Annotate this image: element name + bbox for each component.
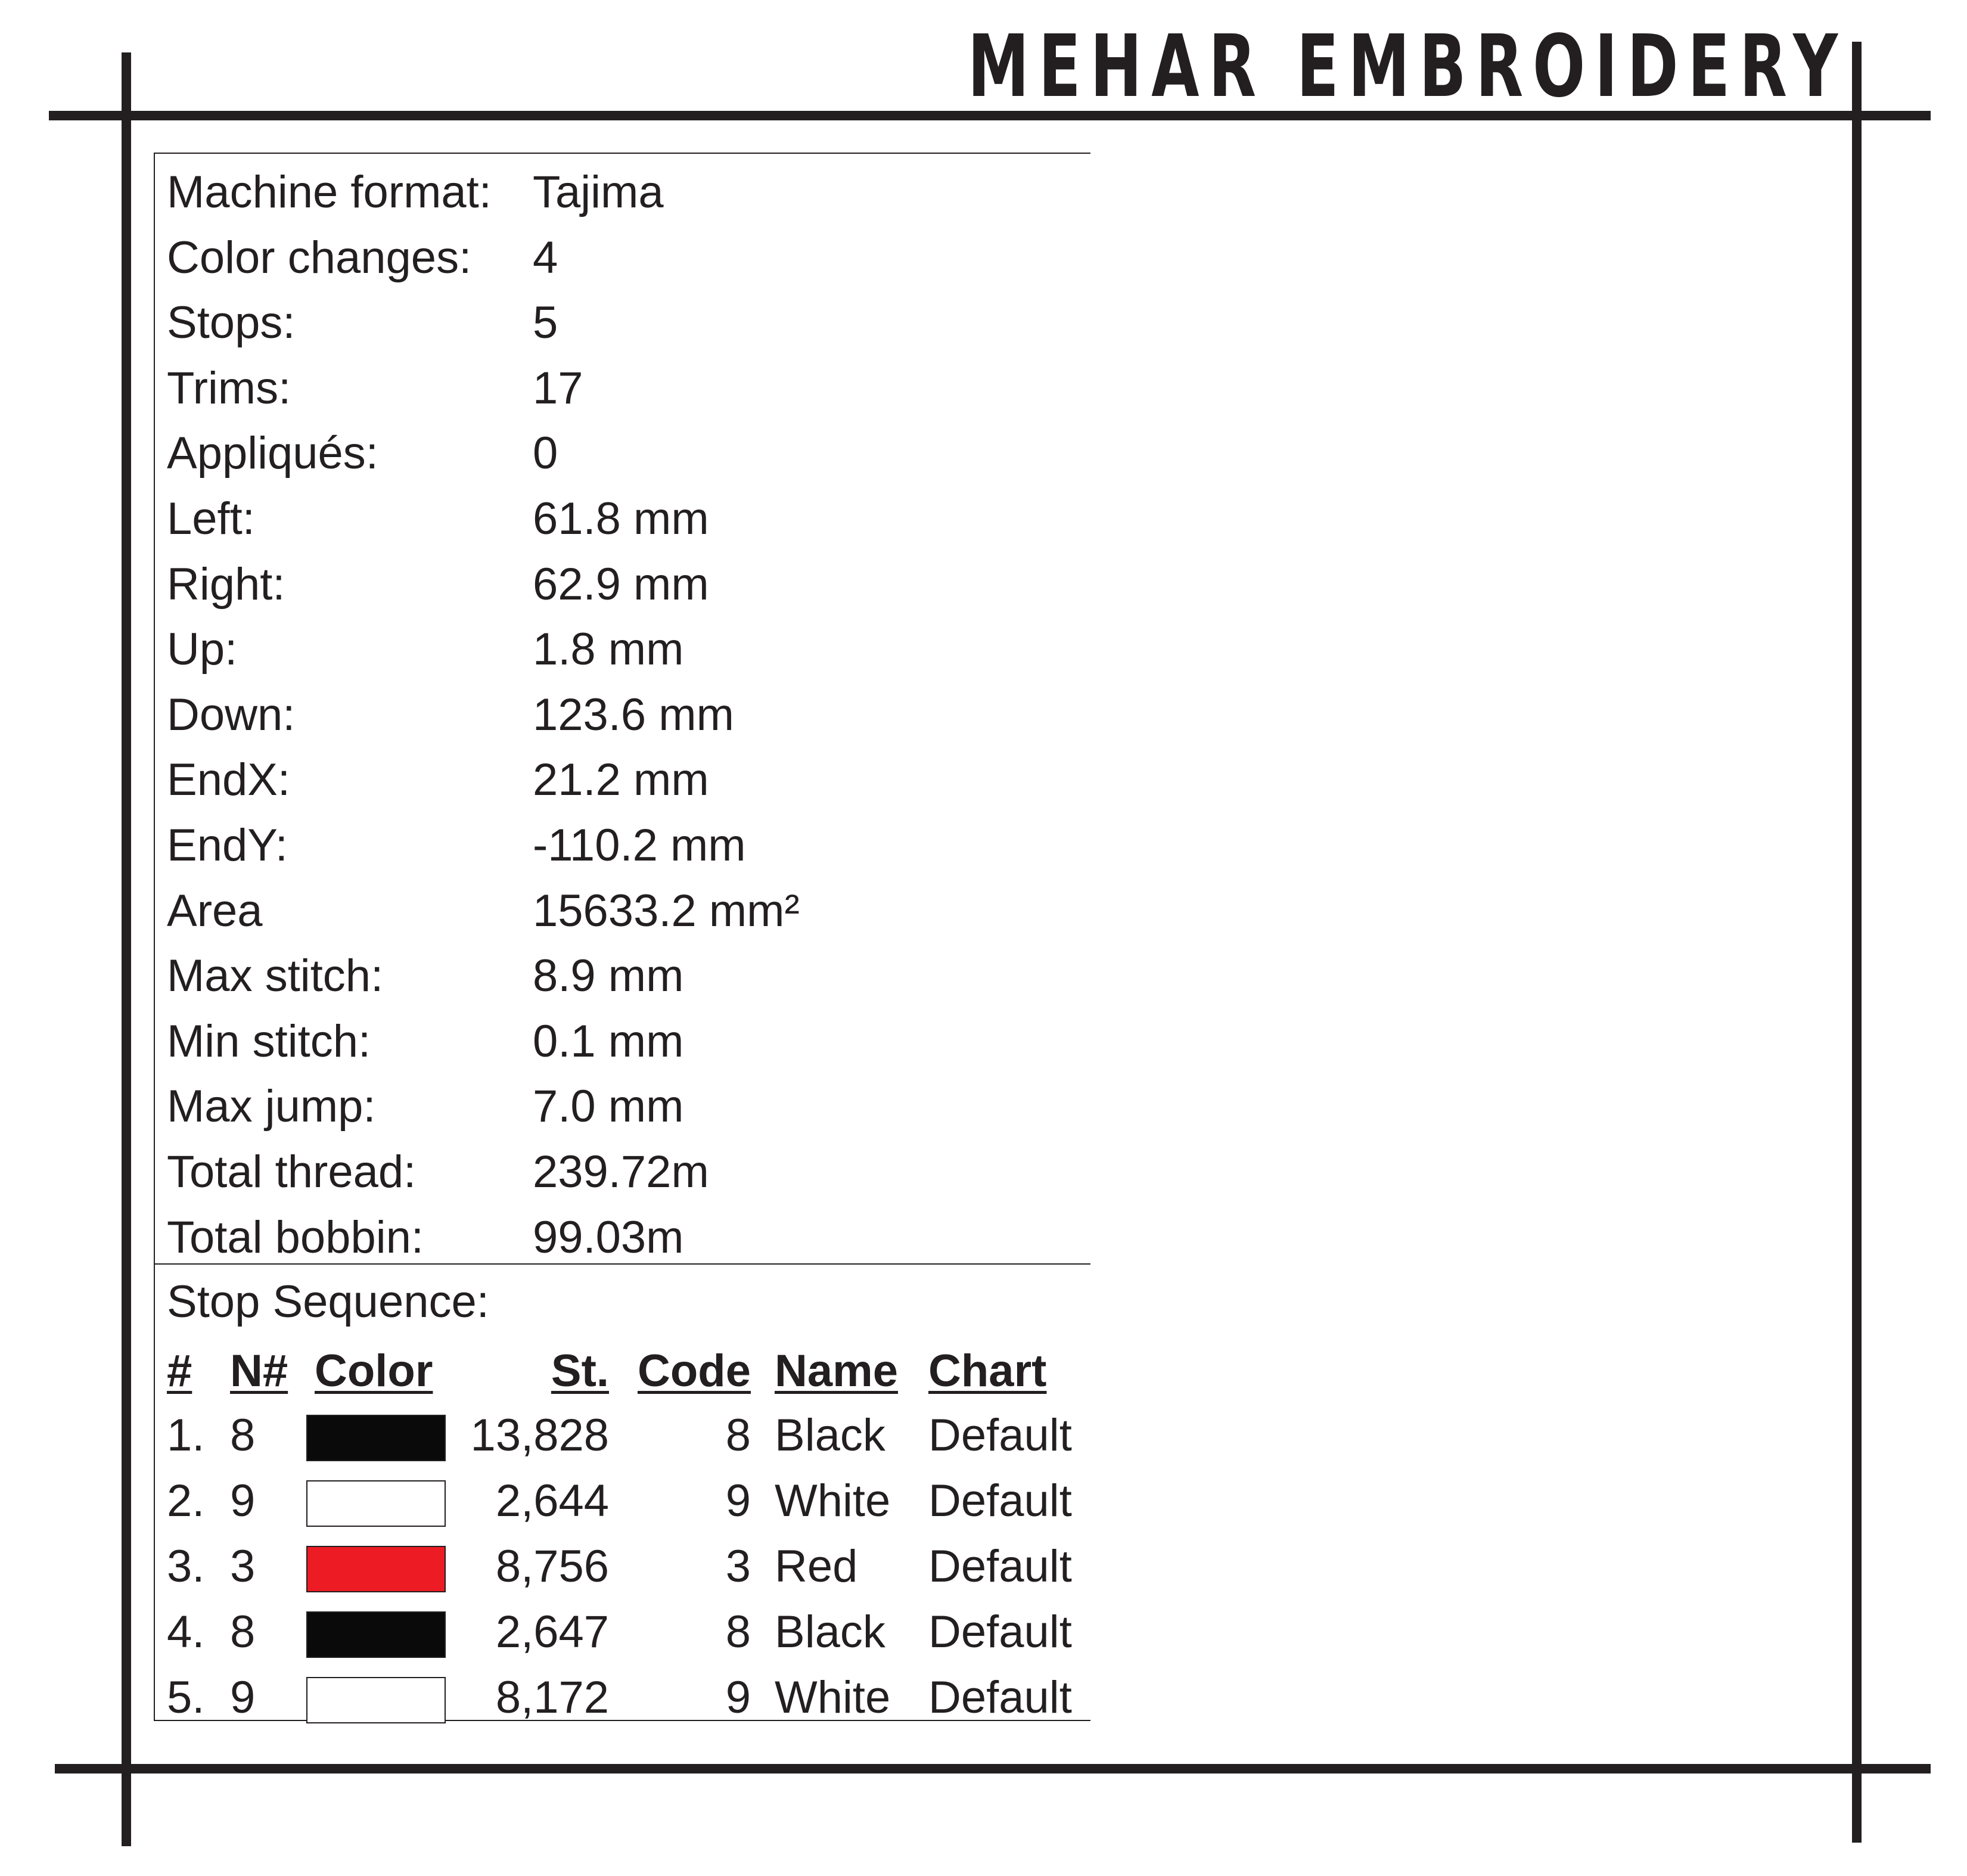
property-label: Down: [167, 689, 296, 740]
property-value: 123.6 mm [533, 689, 734, 740]
property-label: Left: [167, 493, 255, 544]
property-label: Area [167, 885, 263, 936]
stitch-count: 8,172 [495, 1672, 609, 1723]
frame-line-left [122, 52, 131, 1846]
stop-sequence-row [155, 1403, 1092, 1468]
stop-number: 1. [167, 1410, 205, 1461]
color-swatch [306, 1480, 446, 1527]
needle-number: 8 [230, 1410, 256, 1461]
color-swatch [306, 1546, 446, 1592]
property-label: Trims: [167, 362, 291, 414]
stop-number: 4. [167, 1607, 205, 1657]
stitch-count: 2,644 [495, 1476, 609, 1526]
property-label: Total bobbin: [167, 1212, 424, 1263]
stop-number: 5. [167, 1672, 205, 1723]
frame-line-bottom [55, 1764, 1931, 1773]
property-value: 239.72m [533, 1147, 709, 1197]
property-value: 7.0 mm [533, 1081, 684, 1132]
property-label: Min stitch: [167, 1015, 371, 1067]
property-value: 1.8 mm [533, 624, 684, 675]
stop-number: 3. [167, 1541, 205, 1592]
header-stitches: St. [551, 1346, 609, 1396]
property-value: 21.2 mm [533, 754, 709, 806]
color-name: White [775, 1476, 891, 1526]
property-label: Up: [167, 624, 238, 675]
property-value: 4 [533, 232, 558, 283]
stop-sequence-row [155, 1665, 1092, 1731]
color-swatch [306, 1611, 446, 1658]
property-value: 8.9 mm [533, 951, 684, 1002]
header-code: Code [638, 1346, 751, 1396]
stop-sequence-row [155, 1468, 1092, 1534]
header-chart: Chart [928, 1346, 1047, 1396]
property-label: Stops: [167, 297, 296, 349]
stitch-count: 13,828 [470, 1410, 609, 1461]
frame-line-right [1852, 42, 1862, 1843]
header-color: Color [315, 1346, 433, 1396]
property-label: Max stitch: [167, 951, 384, 1002]
property-value: 15633.2 mm² [533, 885, 800, 936]
property-label: Appliqués: [167, 428, 378, 479]
color-name: White [775, 1672, 891, 1723]
color-chart: Default [928, 1410, 1072, 1461]
color-chart: Default [928, 1541, 1072, 1592]
color-code: 9 [725, 1672, 751, 1723]
color-code: 9 [725, 1476, 751, 1526]
property-label: Total thread: [167, 1147, 417, 1197]
property-label: EndX: [167, 754, 291, 806]
color-code: 3 [725, 1541, 751, 1592]
needle-number: 8 [230, 1607, 256, 1657]
color-chart: Default [928, 1476, 1072, 1526]
stop-sequence-row [155, 1534, 1092, 1599]
property-label: Right: [167, 558, 285, 610]
property-label: EndY: [167, 820, 288, 871]
design-info-panel [154, 153, 1090, 1721]
color-swatch [306, 1677, 446, 1723]
property-label: Machine format: [167, 167, 492, 218]
header-needle: N# [230, 1346, 288, 1396]
property-value: 0.1 mm [533, 1015, 684, 1067]
property-label: Max jump: [167, 1081, 376, 1132]
color-code: 8 [725, 1607, 751, 1657]
color-code: 8 [725, 1410, 751, 1461]
needle-number: 9 [230, 1476, 256, 1526]
brand-title: MEHAR EMBROIDERY [967, 16, 1847, 116]
property-value: 61.8 mm [533, 493, 709, 544]
needle-number: 9 [230, 1672, 256, 1723]
color-chart: Default [928, 1672, 1072, 1723]
header-name: Name [775, 1346, 898, 1396]
property-value: 5 [533, 297, 558, 349]
property-value: 17 [533, 362, 583, 414]
property-value: Tajima [533, 167, 664, 218]
color-name: Red [775, 1541, 858, 1592]
stitch-count: 2,647 [495, 1607, 609, 1657]
color-chart: Default [928, 1607, 1072, 1657]
stop-number: 2. [167, 1476, 205, 1526]
color-name: Black [775, 1607, 885, 1657]
property-value: -110.2 mm [533, 820, 746, 871]
stop-sequence-header [155, 1338, 1092, 1404]
needle-number: 3 [230, 1541, 256, 1592]
stop-sequence-title: Stop Sequence: [167, 1276, 489, 1327]
property-label: Color changes: [167, 232, 472, 283]
property-value: 0 [533, 428, 558, 479]
color-name: Black [775, 1410, 885, 1461]
header-num: # [167, 1346, 192, 1396]
stitch-count: 8,756 [495, 1541, 609, 1592]
property-value: 99.03m [533, 1212, 684, 1263]
stop-sequence-row [155, 1599, 1092, 1665]
color-swatch [306, 1415, 446, 1461]
property-value: 62.9 mm [533, 558, 709, 610]
